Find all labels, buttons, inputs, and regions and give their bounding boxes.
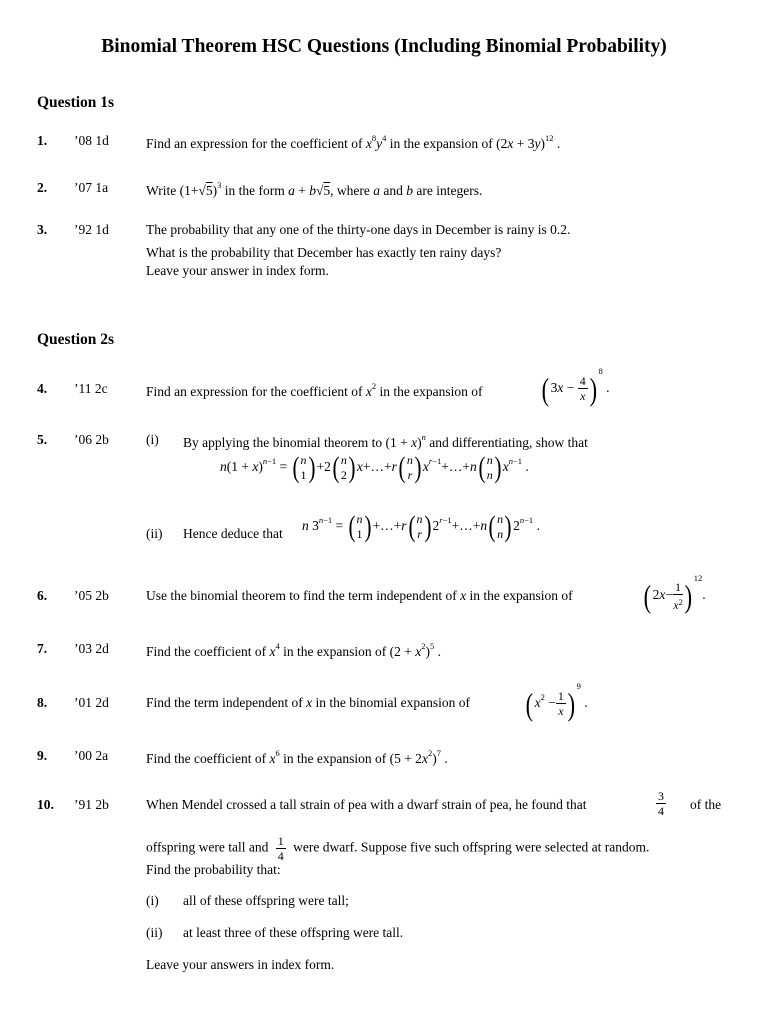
question-number: 5. — [37, 432, 48, 447]
sub-part-label: (ii) — [146, 925, 163, 940]
question-number: 3. — [37, 222, 48, 237]
question-number: 6. — [37, 588, 48, 603]
section-heading-question-1s: Question 1s — [37, 94, 115, 111]
question-code: ’03 2d — [74, 641, 109, 656]
question-number: 4. — [37, 381, 48, 396]
question-text: Find an expression for the coefficient of $x^2$ in the expansion of — [146, 381, 483, 399]
expression: ( 2x− $\frac{1}{x^2}$ ) $^{12}$. — [643, 573, 706, 614]
section-heading-question-2s: Question 2s — [37, 331, 115, 348]
question-text: Find the coefficient of $x^4$ in the expansion of $(2 + x^2)^5$ . — [146, 641, 441, 659]
sub-part-label: (i) — [146, 893, 159, 908]
sub-part-label: (i) — [146, 432, 159, 447]
question-text: all of these offspring were tall; — [183, 893, 349, 908]
question-code: ’92 1d — [74, 222, 109, 237]
question-text: Write $(1+√5)^3$ in the form a + b√5, where a and b are integers. — [146, 180, 483, 198]
question-text-line: Find the probability that: — [146, 862, 281, 877]
question-number: 9. — [37, 748, 48, 763]
question-code: ’08 1d — [74, 133, 109, 148]
expression: ( 3x − $\frac{4}{x}$ ) $^8$ . — [541, 366, 610, 407]
deduction-expression: n $3^{n-1}$ = ( n 1 ) +…+r ( n r ) $2^{r-1}+\dots+n$ ( n n ) $2^{n-1}$ . — [302, 510, 540, 543]
question-text-line: The probability that any one of the thirty-one days in December is rainy is 0.2. — [146, 222, 571, 237]
sub-part-label: (ii) — [146, 526, 163, 541]
question-text: Use the binomial theorem to find the term independent of x in the expansion of — [146, 588, 573, 603]
question-code: ’01 2d — [74, 695, 109, 710]
page-title: Binomial Theorem HSC Questions (Including Binomial Probability) — [101, 36, 667, 57]
question-text-line: Leave your answer in index form. — [146, 263, 329, 278]
question-number: 8. — [37, 695, 48, 710]
question-text: By applying the binomial theorem to $(1 + x)^n$ and differentiating, show that — [183, 432, 588, 450]
question-text-line: What is the probability that December has exactly ten rainy days? — [146, 245, 502, 260]
identity-expression: $n(1 + x)^{n-1}$ = ( n 1 ) +2 ( n 2 ) x+…+r ( n r ) $x^{r-1}+\dots+n$ ( n n ) $x^{n-1}$ . — [220, 451, 529, 484]
question-footer: Leave your answers in index form. — [146, 957, 335, 972]
question-number: 7. — [37, 641, 48, 656]
expression: ( $x^2$ − $\frac{1}{x}$ ) $^9$ . — [525, 681, 588, 722]
question-number: 2. — [37, 180, 48, 195]
question-code: ’05 2b — [74, 588, 109, 603]
question-code: ’00 2a — [74, 748, 109, 763]
question-text-line: When Mendel crossed a tall strain of pea with a dwarf strain of pea, he found that — [146, 797, 587, 812]
question-text-line: of the — [690, 797, 722, 812]
question-text: at least three of these offspring were tall. — [183, 925, 404, 940]
question-text-line: offspring were tall and $\frac{1}{4}$ were dwarf. Suppose five such offspring were selected at random. — [146, 834, 650, 863]
question-text: Find the coefficient of $x^6$ in the expansion of $(5 + 2x^2)^7$ . — [146, 748, 448, 766]
question-number: 10. — [37, 797, 54, 812]
question-text: Find the term independent of x in the binomial expansion of — [146, 695, 470, 710]
question-number: 1. — [37, 133, 48, 148]
question-code: ’11 2c — [74, 381, 108, 396]
question-code: ’91 2b — [74, 797, 109, 812]
question-text: Find an expression for the coefficient of $x^8y^4$ in the expansion of $(2x + 3y)^{12}$ . — [146, 133, 561, 151]
question-code: ’07 1a — [74, 180, 109, 195]
question-text: Hence deduce that — [183, 526, 283, 541]
question-code: ’06 2b — [74, 432, 109, 447]
fraction-three-quarters: $\frac{3}{4}$ — [658, 789, 664, 818]
